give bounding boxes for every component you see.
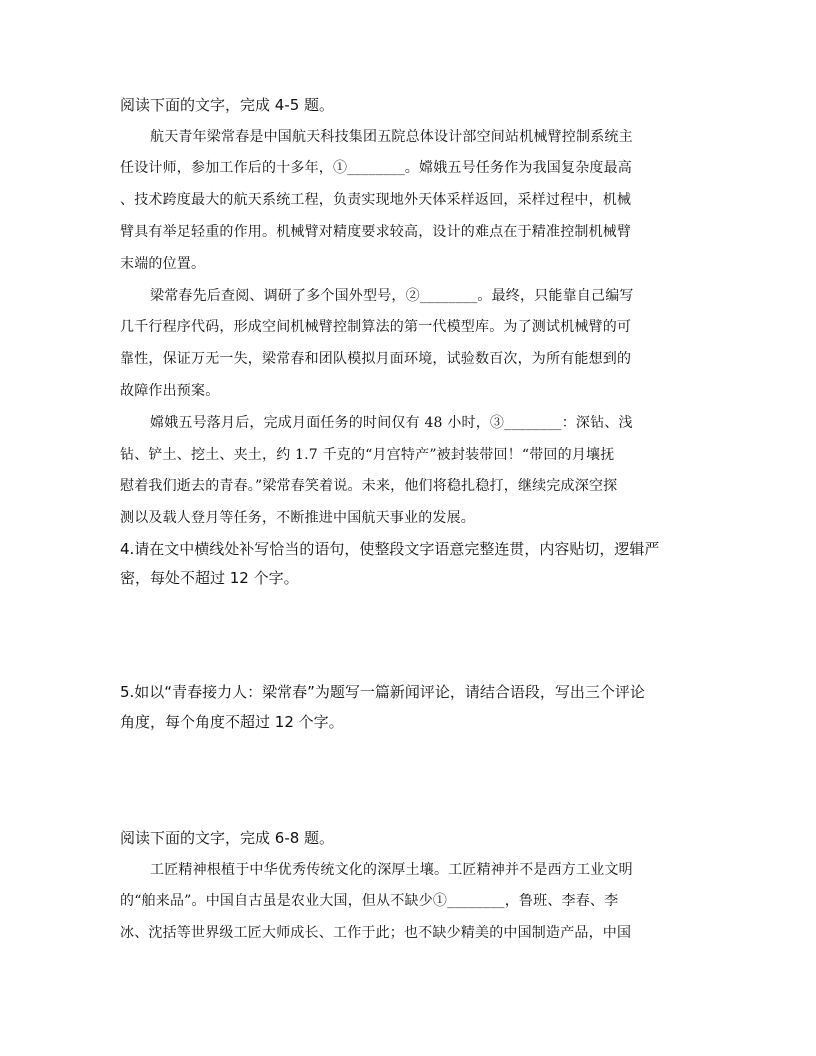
paragraph-line: 、技术跨度最大的航天系统工程，负责实现地外天体采样返回，采样过程中，机械	[120, 192, 632, 208]
question-5-line: 5.如以“青春接力人：梁常春”为题写一篇新闻评论，请结合语段，写出三个评论	[120, 683, 645, 701]
paragraph-line: 靠性，保证万无一失，梁常春和团队模拟月面环境，试验数百次，为所有能想到的	[120, 351, 632, 367]
paragraph-line: 末端的位置。	[120, 256, 206, 272]
section-heading-4-5: 阅读下面的文字，完成 4-5 题。	[120, 96, 335, 114]
paragraph-line: 慰着我们逝去的青春。”梁常春笑着说。未来，他们将稳扎稳打，继续完成深空探	[120, 478, 618, 494]
paragraph-line: 钻、铲土、挖土、夹土，约 1.7 千克的“月宫特产”被封装带回！“带回的月壤抚	[120, 447, 615, 463]
paragraph-line: 臂具有举足轻重的作用。机械臂对精度要求较高，设计的难点在于精准控制机械臂	[120, 224, 632, 240]
question-4-line: 4.请在文中横线处补写恰当的语句，使整段文字语意完整连贯，内容贴切，逻辑严	[120, 540, 660, 558]
paragraph-line: 故障作出预案。	[120, 383, 220, 399]
paragraph-line: 梁常春先后查阅、调研了多个国外型号，②________。最终，只能靠自己编写	[150, 288, 634, 304]
paragraph-line: 测以及载人登月等任务，不断推进中国航天事业的发展。	[120, 510, 475, 526]
paragraph-line: 航天青年梁常春是中国航天科技集团五院总体设计部空间站机械臂控制系统主	[150, 129, 633, 145]
paragraph-line: 任设计师，参加工作后的十多年，①________。嫦娥五号任务作为我国复杂度最高	[120, 160, 632, 176]
paragraph-line: 冰、沈括等世界级工匠大师成长、工作于此；也不缺少精美的中国制造产品，中国	[120, 925, 632, 941]
paragraph-line: 工匠精神根植于中华优秀传统文化的深厚土壤。工匠精神并不是西方工业文明	[150, 862, 633, 878]
question-4-line: 密，每处不超过 12 个字。	[120, 569, 299, 587]
paragraph-line: 的“舶来品”。中国自古虽是农业大国，但从不缺少①________，鲁班、李春、李	[120, 893, 619, 909]
section-heading-6-8: 阅读下面的文字，完成 6-8 题。	[120, 829, 335, 847]
paragraph-line: 嫦娥五号落月后，完成月面任务的时间仅有 48 小时，③________：深钻、浅	[150, 415, 633, 431]
paragraph-line: 几千行程序代码，形成空间机械臂控制算法的第一代模型库。为了测试机械臂的可	[120, 319, 632, 335]
question-5-line: 角度，每个角度不超过 12 个字。	[120, 713, 344, 731]
